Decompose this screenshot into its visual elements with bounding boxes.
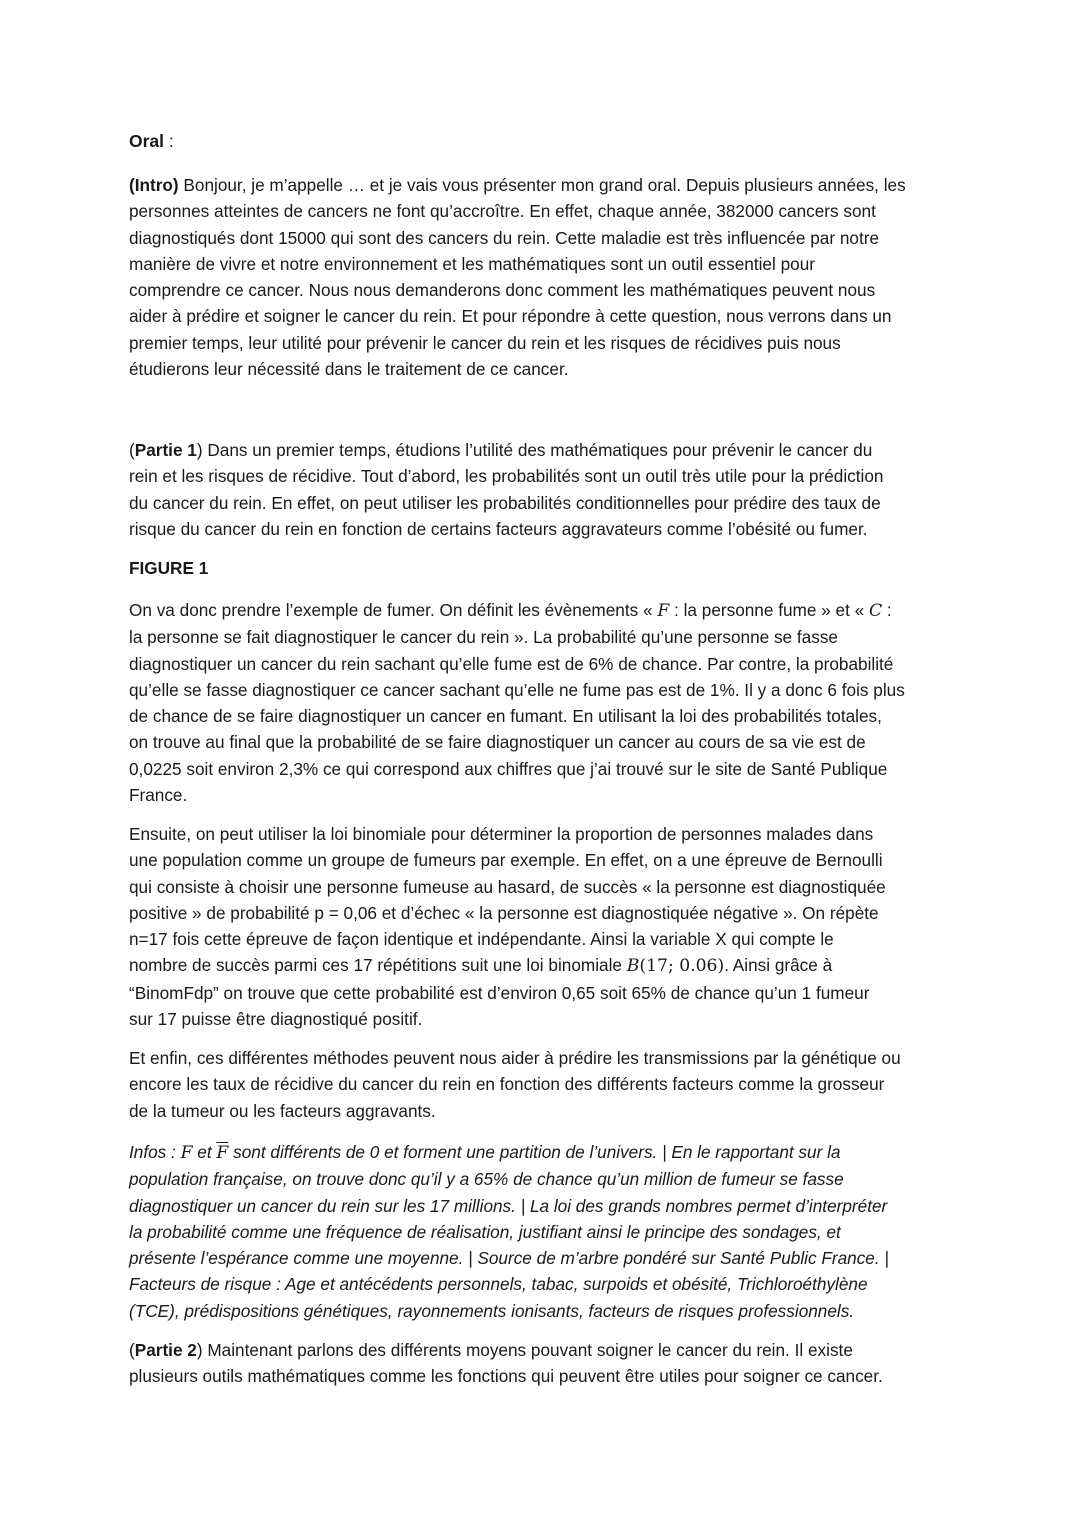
binom-line-2: une population comme un groupe de fumeurs par exemple. En effet, on a une épreuve de Bernoulli [129,850,883,871]
infos-line-4: la probabilité comme une fréquence de réalisation, justifiant ainsi le principe des sondages, et [129,1221,841,1242]
binom-math-b: B [626,956,640,977]
infos-line-5: présente l’espérance comme une moyenne. | Source de m’arbre pondéré sur Santé Public France. | [129,1248,889,1269]
intro-line-3: diagnostiqués dont 15000 qui sont des cancers du rein. Cette maladie est très influencée par notre [129,227,880,248]
prob-line-2: la personne se fait diagnostiquer le cancer du rein ». La probabilité qu’une personne se fasse [129,627,838,648]
title-bold: Oral [129,131,165,151]
prob-line-5: de chance de se faire diagnostiquer un cancer en fumant. En utilisant la loi des probabilités totales, [129,706,882,727]
intro-text: Bonjour, je m’appelle … et je vais vous présenter mon grand oral. Depuis plusieurs années, les [178,175,906,195]
infos-text: sont différents de 0 et forment une partition de l’univers. | En le rapportant sur la [228,1142,841,1162]
intro-line-4: manière de vivre et notre environnement et les mathématiques sont un outil essentiel pour [129,253,815,274]
title-colon: : [164,131,174,151]
probability-paragraph [129,597,955,808]
infos-var-fbar: $\overline{F}$ [216,1143,229,1163]
intro-label: (Intro) [129,175,179,195]
infos-label: Infos : [129,1142,181,1162]
binomial-paragraph [129,821,955,1032]
infos-et: et [192,1142,217,1162]
binom-line-5: n=17 fois cette épreuve de façon identique et indépendante. Ainsi la variable X qui compte le [129,929,834,950]
binom-line-1: Ensuite, on peut utiliser la loi binomiale pour déterminer la proportion de personnes malades dans [129,824,874,844]
part2-line-2: plusieurs outils mathématiques comme les fonctions qui peuvent être utiles pour soigner ce cancer. [129,1366,883,1387]
binom-line-4: positive » de probabilité p = 0,06 et d’échec « la personne est diagnostiquée négative ». On répète [129,902,879,923]
part2-label: Partie 2 [134,1340,197,1360]
binom-line-7: “BinomFdp” on trouve que cette probabilité est d’environ 0,65 soit 65% de chance qu’un 1 fumeur [129,982,870,1003]
var-c: C [868,601,883,621]
infos-line-1 [129,1139,955,1166]
part1-line-1: (Partie 1) Dans un premier temps, étudions l’utilité des mathématiques pour prévenir le cancer du [129,440,873,460]
infos-paragraph [129,1139,955,1324]
enfin-paragraph [129,1045,955,1124]
intro-paragraph [129,172,955,382]
prob-text-b: : la personne fume » et « [669,600,869,620]
prob-line-3: diagnostiquer un cancer du rein sachant qu’elle fume est de 6% de chance. Par contre, la probabilité [129,653,894,674]
part2-line-1: (Partie 2) Maintenant parlons des différents moyens pouvant soigner le cancer du rein. Il existe [129,1340,853,1360]
var-f: F [657,601,670,621]
intro-line-6: aider à prédire et soigner le cancer du rein. Et pour répondre à cette question, nous verrons dans un [129,306,892,327]
figure-label: FIGURE 1 [129,558,209,578]
binom-math-params: (17; 0.06) [639,956,725,977]
prob-line-1 [129,597,955,624]
enfin-line-1: Et enfin, ces différentes méthodes peuvent nous aider à prédire les transmissions par la génétique ou [129,1048,901,1068]
intro-line-5: comprendre ce cancer. Nous nous demanderons donc comment les mathématiques peuvent nous [129,280,876,301]
binom-line-8: sur 17 puisse être diagnostiqué positif. [129,1009,423,1030]
prob-line-6: on trouve au final que la probabilité de se faire diagnostiquer un cancer au cours de sa vie est de [129,732,866,753]
part1-label: Partie 1 [134,440,197,460]
prob-text-c: : [882,600,892,620]
binom-text-a: nombre de succès parmi ces 17 répétitions suit une loi binomiale [129,955,627,976]
prob-line-4: qu’elle se fasse diagnostiquer ce cancer sachant qu’elle ne fume pas est de 1%. Il y a donc 6 fois plus [129,679,905,700]
infos-line-3: diagnostiquer un cancer du rein sur les 17 millions. | La loi des grands nombres permet d’interpréter [129,1195,888,1216]
enfin-line-2: encore les taux de récidive du cancer du rein en fonction des différents facteurs comme la grosseur [129,1074,885,1095]
prob-line-8: France. [129,785,188,806]
intro-line-1 [129,172,955,198]
part2-paragraph [129,1337,955,1390]
intro-line-2: personnes atteintes de cancers ne font qu’accroître. En effet, chaque année, 382000 cancers sont [129,201,876,222]
intro-line-8: étudierons leur nécessité dans le traitement de ce cancer. [129,359,569,380]
enfin-line-3: de la tumeur ou les facteurs aggravants. [129,1100,436,1121]
binom-line-3: qui consiste à choisir une personne fumeuse au hasard, de succès « la personne est diagnostiquée [129,876,886,897]
part1-paragraph [129,437,955,542]
part2-text: ) Maintenant parlons des différents moyens pouvant soigner le cancer du rein. Il existe [196,1340,853,1360]
binom-line-6 [129,952,955,979]
binom-text-b: . Ainsi grâce à [724,955,833,976]
page-title [129,130,174,152]
prob-text-a: On va donc prendre l’exemple de fumer. On définit les évènements « [129,600,658,620]
prob-line-7: 0,0225 soit environ 2,3% ce qui correspond aux chiffres que j’ai trouvé sur le site de Santé Publique [129,758,888,779]
part1-text: ) Dans un premier temps, étudions l’utilité des mathématiques pour prévenir le cancer du [196,440,873,460]
part1-line-2: rein et les risques de récidive. Tout d’abord, les probabilités sont un outil très utile pour la prédiction [129,466,884,487]
infos-line-2: population française, on trouve donc qu’il y a 65% de chance qu’un million de fumeur se fasse [129,1169,844,1190]
intro-line-7: premier temps, leur utilité pour prévenir le cancer du rein et les risques de récidives puis nous [129,332,841,353]
infos-line-7: (TCE), prédispositions génétiques, rayonnements ionisants, facteurs de risques professionnels. [129,1300,855,1321]
infos-line-6: Facteurs de risque : Age et antécédents personnels, tabac, surpoids et obésité, Trichloroéthylène [129,1274,868,1295]
part1-line-3: du cancer du rein. En effet, on peut utiliser les probabilités conditionnelles pour prédire des taux de [129,492,881,513]
part1-line-4: risque du cancer du rein en fonction de certains facteurs aggravateurs comme l’obésité ou fumer. [129,518,868,539]
infos-var-f: F [180,1143,193,1163]
